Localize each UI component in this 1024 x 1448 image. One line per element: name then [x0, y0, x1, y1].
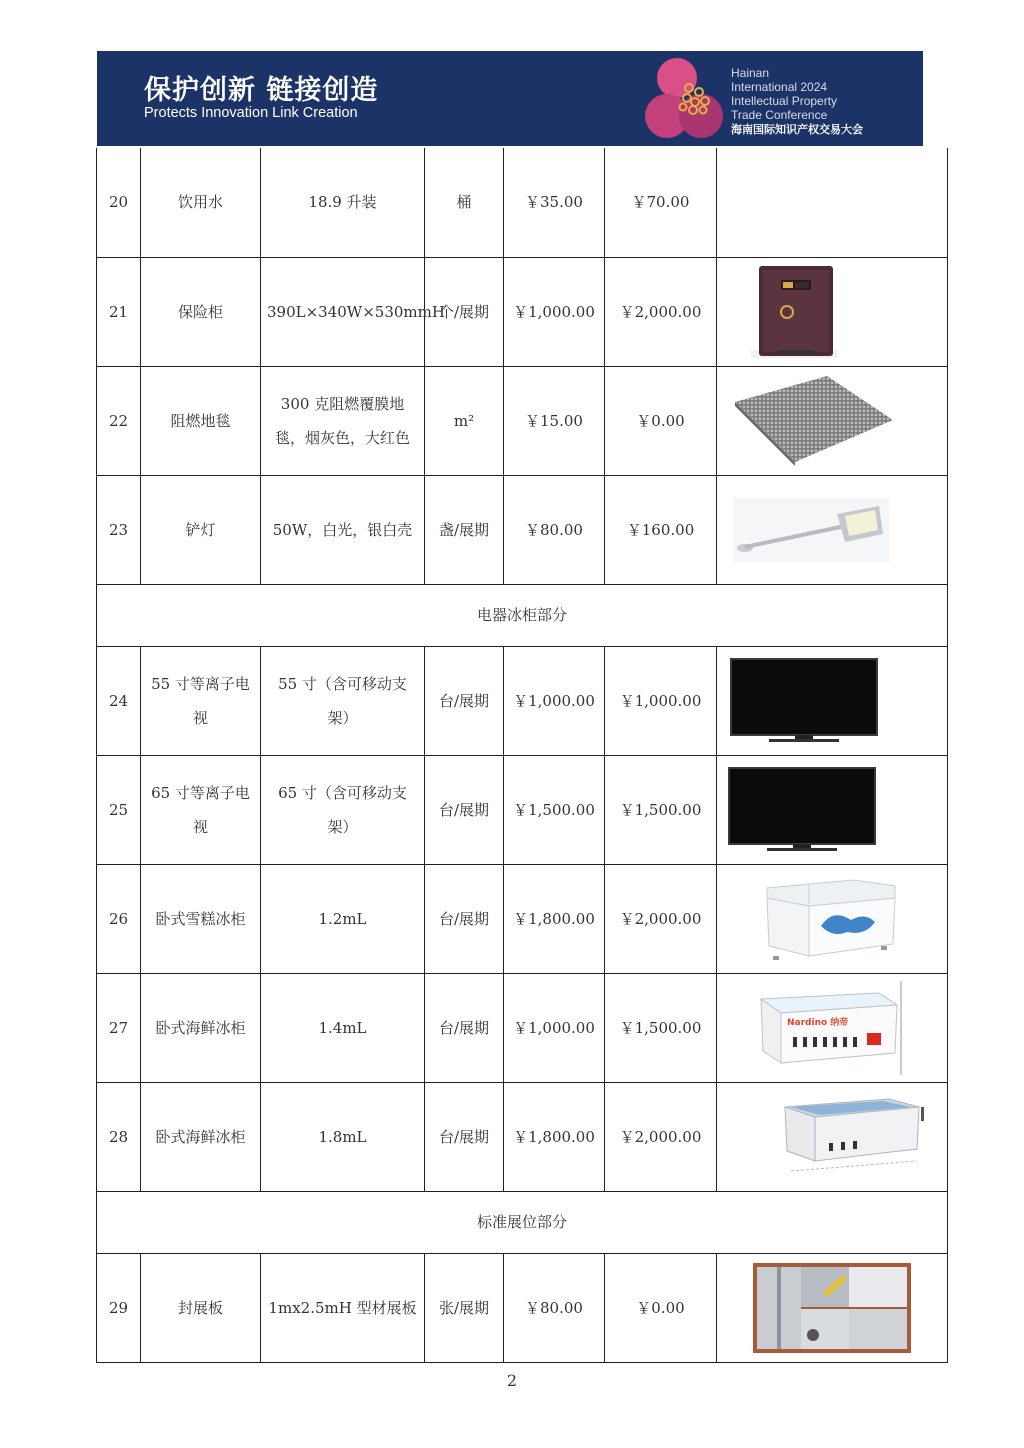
aluminum-panel-icon	[753, 1263, 911, 1353]
item-unit: 盏/展期	[425, 475, 504, 584]
item-image	[717, 646, 948, 755]
item-deposit: ￥70.00	[605, 148, 717, 257]
item-unit: 桶	[425, 148, 504, 257]
item-image	[717, 973, 948, 1082]
item-name: 55 寸等离子电视	[141, 646, 261, 755]
item-image	[717, 864, 948, 973]
item-name: 保险柜	[141, 257, 261, 366]
item-spec: 1.8mL	[261, 1082, 425, 1191]
item-deposit: ￥2,000.00	[605, 1082, 717, 1191]
item-deposit: ￥0.00	[605, 1253, 717, 1362]
table-row	[97, 755, 948, 864]
item-name: 阻燃地毯	[141, 366, 261, 475]
slogan-en: Protects Innovation Link Creation	[144, 105, 358, 121]
item-price: ￥1,800.00	[504, 1082, 605, 1191]
item-deposit: ￥1,500.00	[605, 973, 717, 1082]
item-price: ￥35.00	[504, 148, 605, 257]
table-row	[97, 257, 948, 366]
table-row	[97, 1082, 948, 1191]
section-row	[97, 1191, 948, 1253]
item-spec: 390L×340W×530mmH	[261, 257, 425, 366]
item-price: ￥15.00	[504, 366, 605, 475]
item-spec: 1.2mL	[261, 864, 425, 973]
item-image	[717, 755, 948, 864]
section-title: 标准展位部分	[97, 1191, 948, 1253]
conference-name-en: Hainan International 2024 Intellectual Property Trade Conference	[731, 66, 838, 122]
item-unit: 台/展期	[425, 864, 504, 973]
price-table	[96, 148, 948, 1363]
page-number: 2	[506, 1371, 518, 1390]
item-deposit: ￥2,000.00	[605, 864, 717, 973]
seafood-display-freezer-icon	[753, 979, 903, 1077]
item-image	[717, 475, 948, 584]
item-image	[717, 1082, 948, 1191]
item-price: ￥1,800.00	[504, 864, 605, 973]
item-unit: 台/展期	[425, 755, 504, 864]
header-banner	[97, 51, 923, 146]
item-image-empty	[717, 148, 948, 257]
item-number: 28	[97, 1082, 141, 1191]
conference-name-cn: 海南国际知识产权交易大会	[731, 123, 863, 136]
tv-icon	[727, 766, 877, 854]
item-price: ￥1,000.00	[504, 257, 605, 366]
item-deposit: ￥0.00	[605, 366, 717, 475]
item-number: 24	[97, 646, 141, 755]
section-title: 电器冰柜部分	[97, 584, 948, 646]
table-row	[97, 148, 948, 257]
item-spec: 65 寸（含可移动支架）	[261, 755, 425, 864]
item-unit: m²	[425, 366, 504, 475]
table-row	[97, 366, 948, 475]
table-row	[97, 646, 948, 755]
item-deposit: ￥1,000.00	[605, 646, 717, 755]
item-number: 26	[97, 864, 141, 973]
item-name: 卧式海鲜冰柜	[141, 973, 261, 1082]
island-freezer-icon	[771, 1087, 931, 1187]
item-name: 铲灯	[141, 475, 261, 584]
item-name: 封展板	[141, 1253, 261, 1362]
item-price: ￥80.00	[504, 475, 605, 584]
item-unit: 台/展期	[425, 973, 504, 1082]
item-number: 23	[97, 475, 141, 584]
item-unit: 个/展期	[425, 257, 504, 366]
item-deposit: ￥160.00	[605, 475, 717, 584]
item-image	[717, 366, 948, 475]
item-number: 27	[97, 973, 141, 1082]
item-price: ￥1,000.00	[504, 646, 605, 755]
carpet-icon	[731, 374, 897, 468]
table-row	[97, 1253, 948, 1362]
table-row	[97, 475, 948, 584]
item-deposit: ￥2,000.00	[605, 257, 717, 366]
item-image	[717, 257, 948, 366]
item-spec: 300 克阻燃覆膜地毯，烟灰色，大红色	[261, 366, 425, 475]
conference-logo-icon	[647, 54, 731, 142]
item-image	[717, 1253, 948, 1362]
item-spec: 1.4mL	[261, 973, 425, 1082]
item-unit: 张/展期	[425, 1253, 504, 1362]
item-number: 21	[97, 257, 141, 366]
item-number: 22	[97, 366, 141, 475]
item-deposit: ￥1,500.00	[605, 755, 717, 864]
item-name: 65 寸等离子电视	[141, 755, 261, 864]
section-row	[97, 584, 948, 646]
item-unit: 台/展期	[425, 1082, 504, 1191]
item-spec: 55 寸（含可移动支架）	[261, 646, 425, 755]
tv-icon	[729, 657, 879, 745]
item-number: 20	[97, 148, 141, 257]
item-name: 卧式海鲜冰柜	[141, 1082, 261, 1191]
freezer-brand-label: Nardino 纳帝	[787, 1017, 849, 1028]
table-row	[97, 973, 948, 1082]
spotlight-icon	[733, 498, 889, 562]
item-price: ￥1,500.00	[504, 755, 605, 864]
item-spec: 18.9 升装	[261, 148, 425, 257]
item-price: ￥80.00	[504, 1253, 605, 1362]
safe-icon	[747, 262, 843, 362]
item-spec: 1mx2.5mH 型材展板	[261, 1253, 425, 1362]
item-price: ￥1,000.00	[504, 973, 605, 1082]
chest-freezer-icon	[761, 874, 901, 964]
item-spec: 50W，白光，银白壳	[261, 475, 425, 584]
table-row	[97, 864, 948, 973]
item-unit: 台/展期	[425, 646, 504, 755]
item-number: 25	[97, 755, 141, 864]
item-number: 29	[97, 1253, 141, 1362]
slogan-cn: 保护创新 链接创造	[144, 75, 379, 106]
item-name: 卧式雪糕冰柜	[141, 864, 261, 973]
item-name: 饮用水	[141, 148, 261, 257]
